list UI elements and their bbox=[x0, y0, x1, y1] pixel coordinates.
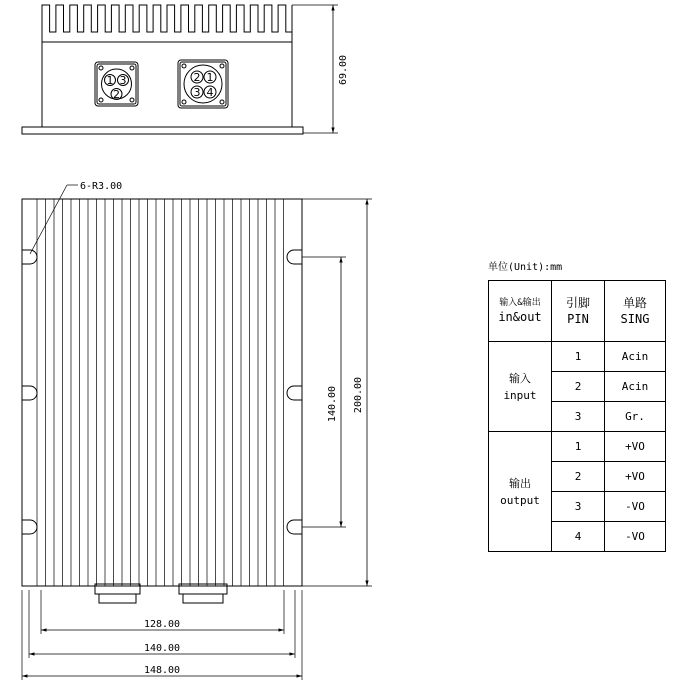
heatsink-fins-side bbox=[42, 5, 292, 42]
input-pin-label: 2 bbox=[113, 88, 120, 101]
mounting-slot bbox=[287, 520, 302, 534]
output-connector-stub bbox=[183, 594, 223, 603]
mounting-slot bbox=[22, 520, 37, 534]
pin-number: 2 bbox=[552, 372, 605, 402]
input-group-cell bbox=[489, 342, 552, 432]
heatsink-fins-top bbox=[37, 199, 284, 586]
output-label-en: output bbox=[500, 493, 540, 507]
pin-table-section bbox=[488, 258, 668, 552]
dim-mount-spacing-v: 140.00 bbox=[327, 385, 338, 423]
pin-number: 3 bbox=[552, 402, 605, 432]
pin-table bbox=[488, 280, 666, 552]
table-row bbox=[489, 342, 666, 372]
header-group-cell bbox=[489, 281, 552, 342]
dim-corner-radius: 6-R3.00 bbox=[80, 181, 123, 192]
dim-mount-spacing-h2: 140.00 bbox=[143, 643, 181, 654]
input-label-cn: 输入 bbox=[509, 371, 531, 385]
table-row bbox=[489, 432, 666, 462]
dim-overall-width: 148.00 bbox=[143, 665, 181, 676]
top-view bbox=[22, 185, 302, 603]
input-connector-stub bbox=[99, 594, 136, 603]
pin-number: 1 bbox=[552, 342, 605, 372]
pin-signal: +VO bbox=[605, 432, 666, 462]
dim-height-side: 69.00 bbox=[338, 54, 349, 86]
screw-hole-icon bbox=[220, 64, 224, 68]
mounting-slot bbox=[287, 386, 302, 400]
output-pin-label: 2 bbox=[193, 71, 201, 84]
side-view-body bbox=[42, 42, 292, 127]
screw-hole-icon bbox=[130, 98, 134, 102]
pin-number: 1 bbox=[552, 432, 605, 462]
output-pin-label: 4 bbox=[206, 86, 214, 99]
header-sing-cn: 单路 bbox=[622, 296, 647, 310]
screw-hole-icon bbox=[220, 100, 224, 104]
input-label-en: input bbox=[503, 388, 537, 402]
screw-hole-icon bbox=[99, 98, 103, 102]
input-pin-label: 1 bbox=[106, 74, 114, 87]
pin-number: 2 bbox=[552, 462, 605, 492]
pin-signal: Acin bbox=[605, 342, 666, 372]
output-connector bbox=[178, 60, 228, 108]
screw-hole-icon bbox=[182, 100, 186, 104]
header-pin-cn: 引脚 bbox=[565, 296, 590, 310]
pin-signal: -VO bbox=[605, 492, 666, 522]
top-view-outline bbox=[22, 199, 302, 586]
header-pin-cell bbox=[552, 281, 605, 342]
radius-leader bbox=[30, 185, 67, 254]
pin-signal: Gr. bbox=[605, 402, 666, 432]
header-group-en: in&out bbox=[498, 310, 542, 324]
output-group-cell bbox=[489, 432, 552, 552]
header-sing-cell bbox=[605, 281, 666, 342]
header-pin-en: PIN bbox=[567, 312, 589, 326]
pin-number: 3 bbox=[552, 492, 605, 522]
pin-table-header bbox=[489, 281, 666, 342]
header-sing-en: SING bbox=[620, 312, 650, 326]
screw-hole-icon bbox=[130, 66, 134, 70]
dim-mount-spacing-h1: 128.00 bbox=[143, 619, 181, 630]
mounting-slot bbox=[22, 250, 37, 264]
header-group-cn: 输入&输出 bbox=[499, 298, 541, 308]
mounting-slot bbox=[22, 386, 37, 400]
unit-label: 单位(Unit):mm bbox=[488, 262, 563, 273]
screw-hole-icon bbox=[99, 66, 103, 70]
pin-number: 4 bbox=[552, 522, 605, 552]
output-pin-label: 3 bbox=[193, 86, 201, 99]
pin-signal: +VO bbox=[605, 462, 666, 492]
mounting-slot bbox=[287, 250, 302, 264]
side-view-base-plate bbox=[22, 127, 303, 134]
output-pin-label: 1 bbox=[206, 71, 214, 84]
output-label-cn: 输出 bbox=[509, 476, 531, 490]
dim-overall-height: 200.00 bbox=[353, 376, 364, 414]
pin-signal: Acin bbox=[605, 372, 666, 402]
input-pin-label: 3 bbox=[119, 74, 127, 87]
screw-hole-icon bbox=[182, 64, 186, 68]
pin-signal: -VO bbox=[605, 522, 666, 552]
